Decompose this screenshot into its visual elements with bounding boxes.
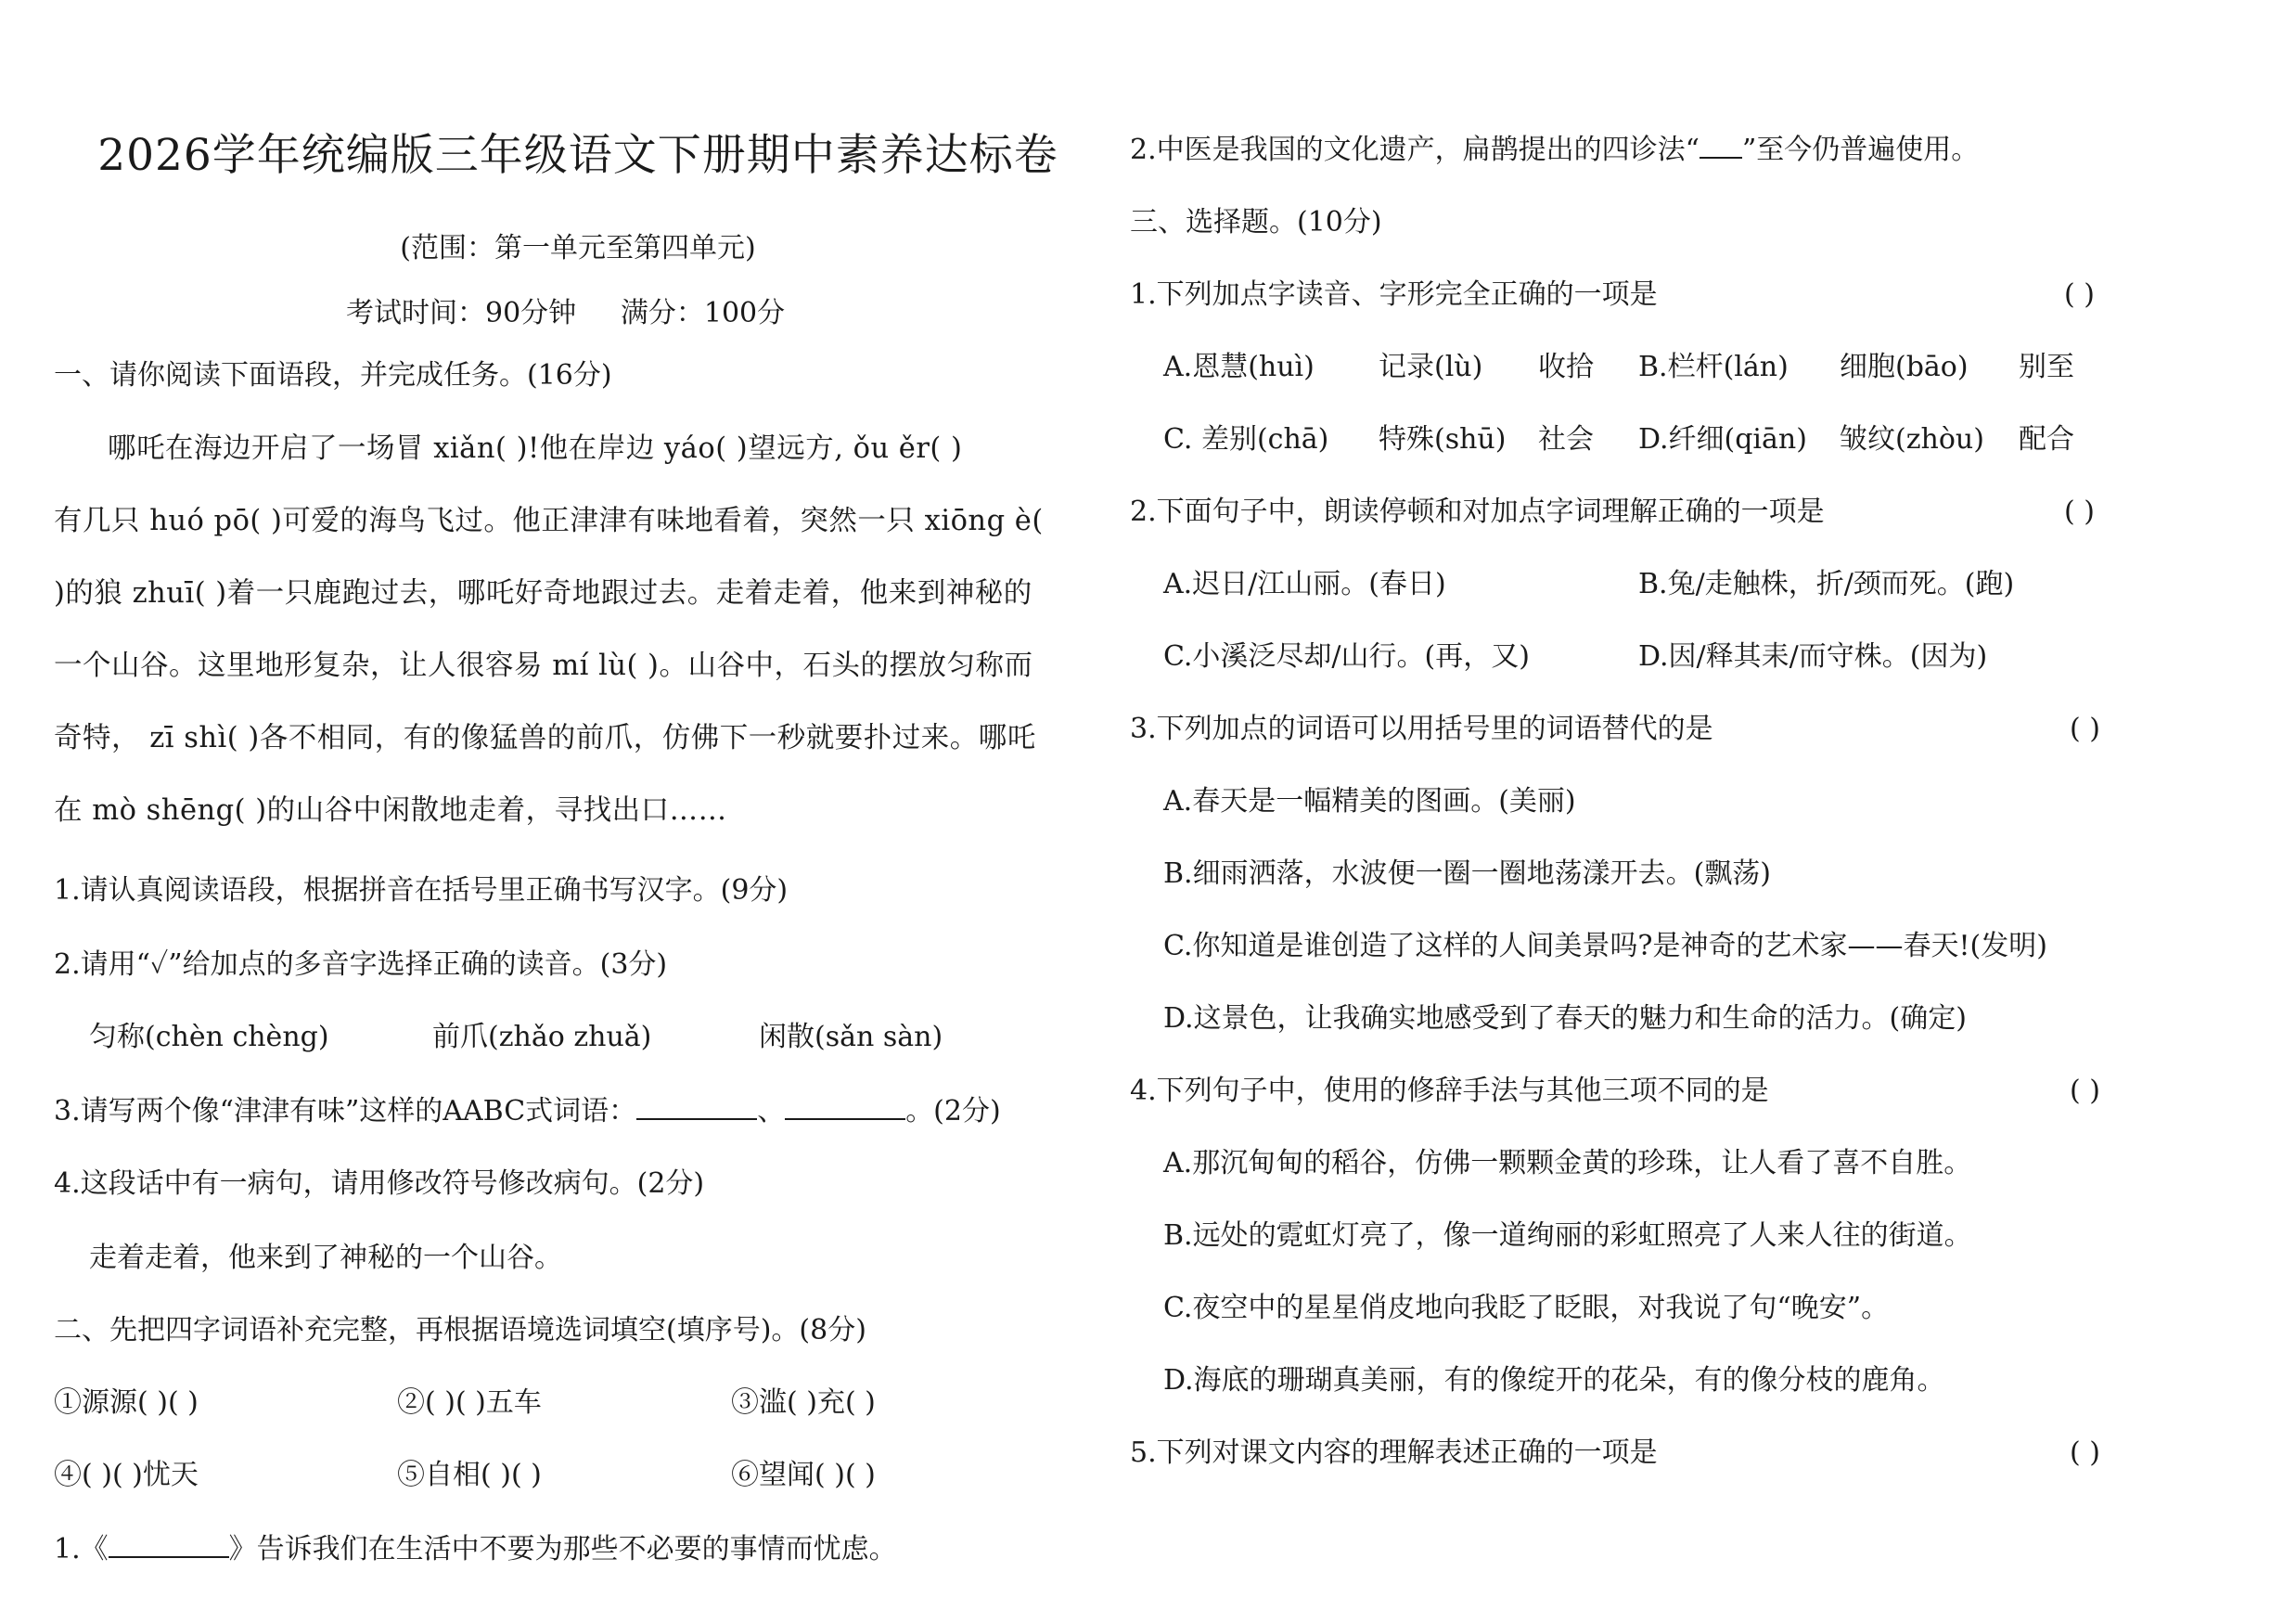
option-word: 记录(lù) (1379, 351, 1483, 383)
question-2: 2.请用“✓”给加点的多音字选择正确的读音。(3分) (54, 948, 668, 981)
passage-line: 奇特， zī shì( )各不相同，有的像猛兽的前爪，仿佛下一秒就要扑过来。哪吒 (54, 722, 1036, 754)
idiom-item: ⑥望闻( )( ) (731, 1459, 876, 1491)
full-score: 满分：100分 (620, 297, 786, 329)
idiom-item: ⑤自相( )( ) (397, 1459, 542, 1491)
answer-blank[interactable] (636, 1094, 757, 1120)
fill-question-2: 2.中医是我国的文化遗产，扁鹊提出的四诊法“ ”至今仍普遍使用。 (1130, 134, 1980, 166)
option-a[interactable]: A.春天是一幅精美的图画。(美丽) (1163, 785, 1576, 818)
option-word: 细胞(bāo) (1840, 351, 1969, 383)
option-b[interactable]: B.细雨洒落，水波便一圈一圈地荡漾开去。(飘荡) (1163, 857, 1771, 890)
choice-question-4: 4.下列句子中，使用的修辞手法与其他三项不同的是 (1130, 1075, 1769, 1107)
option-d[interactable]: D.因/释其耒/而守株。(因为) (1638, 640, 1988, 673)
question-1: 1.请认真阅读语段，根据拼音在括号里正确书写汉字。(9分) (54, 874, 789, 907)
option-d[interactable]: D.这景色，让我确实地感受到了春天的魅力和生命的活力。(确定) (1163, 1002, 1967, 1035)
section3-heading: 三、选择题。(10分) (1130, 206, 1382, 238)
option-word: 配合 (2019, 423, 2074, 456)
option-word: 别至 (2019, 351, 2074, 383)
answer-paren[interactable]: ( ) (2064, 278, 2095, 311)
exam-time: 考试时间：90分钟 (346, 297, 577, 329)
idiom-item: ③滥( )充( ) (731, 1386, 876, 1419)
option-word: 社会 (1538, 423, 1594, 456)
question-3: 3.请写两个像“津津有味”这样的AABC式词语： 、 。(2分) (54, 1095, 1001, 1127)
passage-line: 有几只 huó pō( )可爱的海鸟飞过。他正津津有味地看着，突然一只 xiōng è( (54, 505, 1044, 537)
option-c[interactable]: C.你知道是谁创造了这样的人间美景吗?是神奇的艺术家——春天!(发明) (1163, 930, 2047, 962)
option-a[interactable]: A.那沉甸甸的稻谷，仿佛一颗颗金黄的珍珠，让人看了喜不自胜。 (1163, 1147, 1972, 1179)
answer-paren[interactable]: ( ) (2064, 496, 2095, 528)
idiom-item: ①源源( )( ) (54, 1386, 199, 1419)
exam-scope: (范围：第一单元至第四单元) (400, 232, 756, 264)
option-word: 特殊(shū) (1379, 423, 1507, 456)
passage-line: 在 mò shēng( )的山谷中闲散地走着，寻找出口…… (54, 794, 727, 827)
question-4: 4.这段话中有一病句，请用修改符号修改病句。(2分) (54, 1167, 705, 1200)
option-word: 皱纹(zhòu) (1840, 423, 1984, 456)
passage-line: )的狼 zhuī( )着一只鹿跑过去，哪吒好奇地跟过去。走着走着，他来到神秘的 (54, 577, 1033, 610)
answer-paren[interactable]: ( ) (2070, 713, 2100, 745)
option-b[interactable]: B.兔/走触株，折/颈而死。(跑) (1638, 568, 2015, 600)
page-title: 2026学年统编版三年级语文下册期中素养达标卷 (97, 130, 1058, 181)
section1-heading: 一、请你阅读下面语段，并完成任务。(16分) (54, 359, 612, 392)
choice-question-1: 1.下列加点字读音、字形完全正确的一项是 (1130, 278, 1658, 311)
answer-paren[interactable]: ( ) (2070, 1436, 2100, 1469)
idiom-item: ④( )( )忧天 (54, 1459, 199, 1491)
exam-info (346, 295, 785, 332)
answer-blank[interactable] (1700, 133, 1742, 159)
option-word: 收拾 (1538, 351, 1594, 383)
option-a[interactable]: A.恩慧(huì) (1163, 351, 1315, 383)
choice-question-2: 2.下面句子中，朗读停顿和对加点字词理解正确的一项是 (1130, 496, 1825, 528)
idiom-item: ②( )( )五车 (397, 1386, 542, 1419)
polyphone-option[interactable]: 匀称(chèn chèng) (89, 1021, 329, 1053)
answer-paren[interactable]: ( ) (2070, 1075, 2100, 1107)
choice-question-3: 3.下列加点的词语可以用括号里的词语替代的是 (1130, 713, 1713, 745)
fill-question-1: 1.《 》告诉我们在生活中不要为那些不必要的事情而忧虑。 (54, 1533, 897, 1565)
option-b[interactable]: B.远处的霓虹灯亮了，像一道绚丽的彩虹照亮了人来人往的街道。 (1163, 1219, 1972, 1252)
polyphone-option[interactable]: 闲散(sǎn sàn) (759, 1021, 943, 1053)
answer-blank[interactable] (109, 1532, 229, 1558)
option-a[interactable]: A.迟日/江山丽。(春日) (1163, 568, 1446, 600)
option-c[interactable]: C.夜空中的星星俏皮地向我眨了眨眼，对我说了句“晚安”。 (1163, 1292, 1890, 1324)
polyphone-option[interactable]: 前爪(zhǎo zhuǎ) (432, 1021, 652, 1053)
answer-blank[interactable] (785, 1094, 905, 1120)
option-c[interactable]: C. 差别(chā) (1163, 423, 1329, 456)
option-c[interactable]: C.小溪泛尽却/山行。(再，又) (1163, 640, 1530, 673)
faulty-sentence: 走着走着，他来到了神秘的一个山谷。 (89, 1242, 562, 1274)
passage-line: 一个山谷。这里地形复杂，让人很容易 mí lù( )。山谷中，石头的摆放匀称而 (54, 650, 1033, 682)
option-d[interactable]: D.纤细(qiān) (1638, 423, 1807, 456)
passage-line: 哪吒在海边开启了一场冒 xiǎn( )!他在岸边 yáo( )望远方, ǒu ěr( ) (108, 432, 963, 465)
option-d[interactable]: D.海底的珊瑚真美丽，有的像绽开的花朵，有的像分枝的鹿角。 (1163, 1364, 1945, 1397)
section2-heading: 二、先把四字词语补充完整，再根据语境选词填空(填序号)。(8分) (54, 1314, 866, 1346)
option-b[interactable]: B.栏杆(lán) (1638, 351, 1789, 383)
choice-question-5: 5.下列对课文内容的理解表述正确的一项是 (1130, 1436, 1658, 1469)
